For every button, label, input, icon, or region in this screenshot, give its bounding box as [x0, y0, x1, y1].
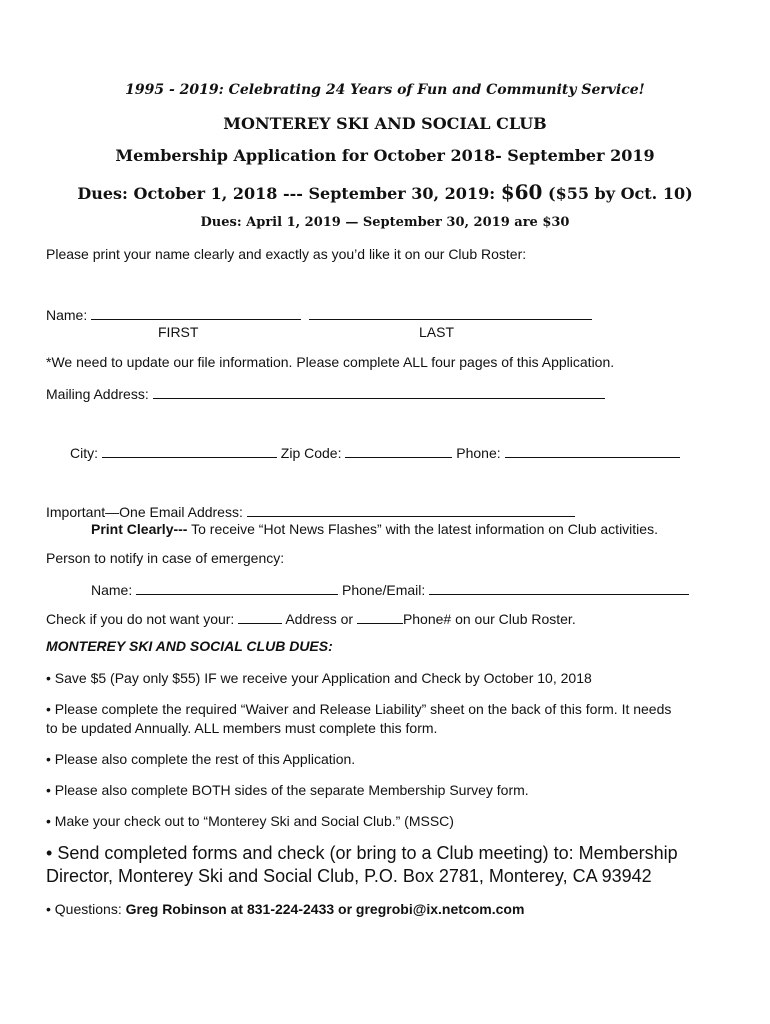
mailing-label: Mailing Address: — [46, 386, 149, 402]
dues-item-text: Please also complete BOTH sides of the separate Membership Survey form. — [54, 782, 529, 798]
dues-heading: MONTEREY SKI AND SOCIAL CLUB DUES: — [46, 638, 333, 654]
dues-item-text: Make your check out to “Monterey Ski and Social Club.” (MSSC) — [54, 813, 454, 829]
roster-check-row — [46, 609, 576, 627]
phone-label: Phone: — [456, 445, 501, 461]
roster-check-phone: Phone# on our Club Roster. — [402, 611, 576, 627]
name-row — [46, 305, 592, 323]
dues-item-waiver — [46, 701, 671, 717]
dues-item-rest — [46, 751, 355, 767]
email-label: Important—One Email Address: — [46, 504, 243, 520]
update-note: *We need to update our file information. Please complete ALL four pages of this Application. — [46, 354, 615, 370]
dues-item-text: Please also complete the rest of this Application. — [54, 751, 356, 767]
questions-label: Questions: — [54, 901, 126, 917]
dues-main-line — [0, 180, 770, 204]
bullet: • — [46, 843, 53, 863]
club-name: MONTEREY SKI AND SOCIAL CLUB — [223, 114, 547, 133]
first-name-field[interactable] — [91, 305, 301, 320]
emergency-row — [91, 580, 689, 598]
print-instruction: Please print your name clearly and exactly as you’d like it on our Club Roster: — [46, 246, 527, 262]
city-row — [70, 443, 680, 461]
dues-item-check — [46, 813, 454, 829]
dues-item-early — [46, 670, 592, 686]
questions-contact: Greg Robinson at 831-224-2433 or gregrobi@ix.netcom.com — [125, 901, 525, 917]
first-label: FIRST — [158, 324, 199, 340]
mailing-address-field[interactable] — [153, 384, 605, 399]
emergency-contact-field[interactable] — [429, 580, 689, 595]
hide-address-field[interactable] — [238, 609, 282, 624]
hide-phone-field[interactable] — [357, 609, 403, 624]
zip-field[interactable] — [345, 443, 452, 458]
last-name-field[interactable] — [309, 305, 592, 320]
send-line-2: Director, Monterey Ski and Social Club, P.O. Box 2781, Monterey, CA 93942 — [46, 866, 652, 886]
application-subtitle: Membership Application for October 2018- September 2019 — [115, 146, 655, 165]
phone-field[interactable] — [505, 443, 680, 458]
emergency-label: Person to notify in case of emergency: — [46, 550, 285, 566]
zip-label: Zip Code: — [280, 445, 342, 461]
email-row — [46, 502, 575, 520]
print-clearly-note — [91, 521, 658, 537]
bullet: • — [46, 813, 51, 829]
name-label: Name: — [46, 307, 88, 323]
bullet: • — [46, 670, 51, 686]
roster-check-prefix: Check if you do not want your: — [46, 611, 235, 627]
emergency-contact-label: Phone/Email: — [342, 582, 426, 598]
emergency-name-field[interactable] — [136, 580, 338, 595]
dues-main-prefix: Dues: October 1, 2018 --- September 30, 2019: — [77, 184, 501, 203]
city-label: City: — [70, 445, 98, 461]
bullet: • — [46, 751, 51, 767]
bullet: • — [46, 782, 51, 798]
bullet: • — [46, 701, 51, 717]
dues-item-text: Please complete the required “Waiver and Release Liability” sheet on the back of this form. It needs — [54, 701, 672, 717]
print-clearly-label: Print Clearly--- — [91, 521, 188, 537]
last-label: LAST — [419, 324, 455, 340]
print-clearly-text: To receive “Hot News Flashes” with the latest information on Club activities. — [187, 521, 658, 537]
roster-check-address: Address or — [285, 611, 354, 627]
emergency-name-label: Name: — [91, 582, 133, 598]
bullet: • — [46, 901, 51, 917]
send-instructions — [46, 843, 678, 864]
questions-row — [46, 901, 524, 917]
mailing-row — [46, 384, 605, 402]
anniversary-banner: 1995 - 2019: Celebrating 24 Years of Fun and Community Service! — [125, 82, 645, 98]
dues-item-text: Save $5 (Pay only $55) IF we receive your Application and Check by October 10, 2018 — [54, 670, 592, 686]
dues-discount: ($55 by Oct. 10) — [542, 184, 693, 203]
city-field[interactable] — [102, 443, 277, 458]
dues-item-survey — [46, 782, 529, 798]
send-line-1: Send completed forms and check (or bring to a Club meeting) to: Membership — [57, 843, 678, 863]
email-field[interactable] — [247, 502, 575, 517]
dues-item-waiver-continued: to be updated Annually. ALL members must complete this form. — [46, 720, 438, 736]
dues-amount: $60 — [500, 180, 543, 204]
dues-secondary: Dues: April 1, 2019 — September 30, 2019 are $30 — [200, 215, 570, 230]
